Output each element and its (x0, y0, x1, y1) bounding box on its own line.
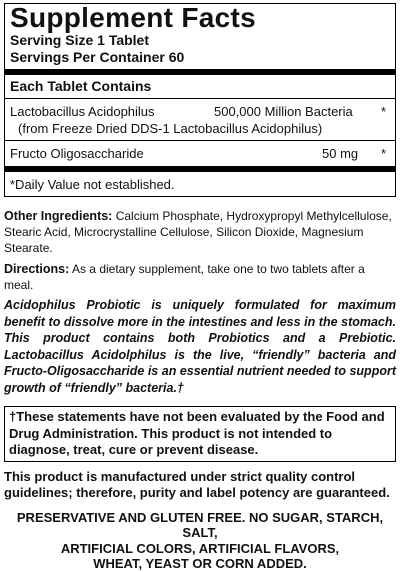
each-tablet-header: Each Tablet Contains (10, 78, 152, 94)
other-ingredients (4, 208, 396, 256)
other-ingredients-label: Other Ingredients: (4, 209, 113, 223)
ingredient-source-note: (from Freeze Dried DDS-1 Lactobacillus Acidophilus) (18, 121, 323, 136)
supplement-facts-title: Supplement Facts (10, 2, 256, 33)
servings-per-container: Servings Per Container 60 (10, 49, 185, 65)
fda-disclaimer-box: †These statements have not been evaluated by the Food and Drug Administration. This product is not intended to diagnose, treat, cure or prevent disease. (4, 406, 396, 462)
supplement-label (0, 2, 400, 571)
free-from-line: ARTIFICIAL COLORS, ARTIFICIAL FLAVORS, (60, 540, 340, 556)
ingredient-row-lactobacillus (10, 99, 390, 137)
daily-value-mark: * (380, 146, 386, 161)
other-ingredients-text: Calcium Phosphate, Hydroxypropyl Methylcellulose, Stearic Acid, Microcrystalline Cellulose, Silicon Dioxide, Magnesium Stearate. (4, 209, 392, 255)
daily-value-mark: * (380, 104, 386, 119)
product-description: Acidophilus Probiotic is uniquely formulated for maximum benefit to dissolve more in the intestines and less in the stomach. This product contains both Probiotics and a Prebiotic. Lactobacillus Acidolphilus is the live, “friendly” bacteria and Fructo-Oligosaccharide is an essential nutrient needed to support growth of “friendly” bacteria.† (4, 298, 396, 395)
free-from-statement (4, 510, 396, 572)
supplement-facts-panel (4, 3, 396, 197)
ingredient-amount: 50 mg (322, 146, 359, 161)
ingredient-amount: 500,000 Million Bacteria (214, 104, 353, 119)
free-from-line: PRESERVATIVE AND GLUTEN FREE. NO SUGAR, STARCH, SALT, (16, 509, 384, 540)
free-from-line: WHEAT, YEAST OR CORN ADDED. (93, 556, 307, 571)
manufacturing-note: This product is manufactured under strict quality control guidelines; therefore, purity and label potency are guaranteed. (4, 468, 390, 500)
ingredient-row-fructo (10, 141, 390, 166)
serving-size: Serving Size 1 Tablet (10, 32, 150, 48)
directions-label: Directions: (4, 262, 70, 276)
directions-text: As a dietary supplement, take one to two tablets after a meal. (4, 262, 365, 292)
ingredient-name: Lactobacillus Acidophilus (10, 104, 155, 119)
daily-value-footnote: *Daily Value not established. (10, 177, 175, 192)
directions (4, 261, 396, 293)
ingredient-name: Fructo Oligosaccharide (10, 146, 144, 161)
